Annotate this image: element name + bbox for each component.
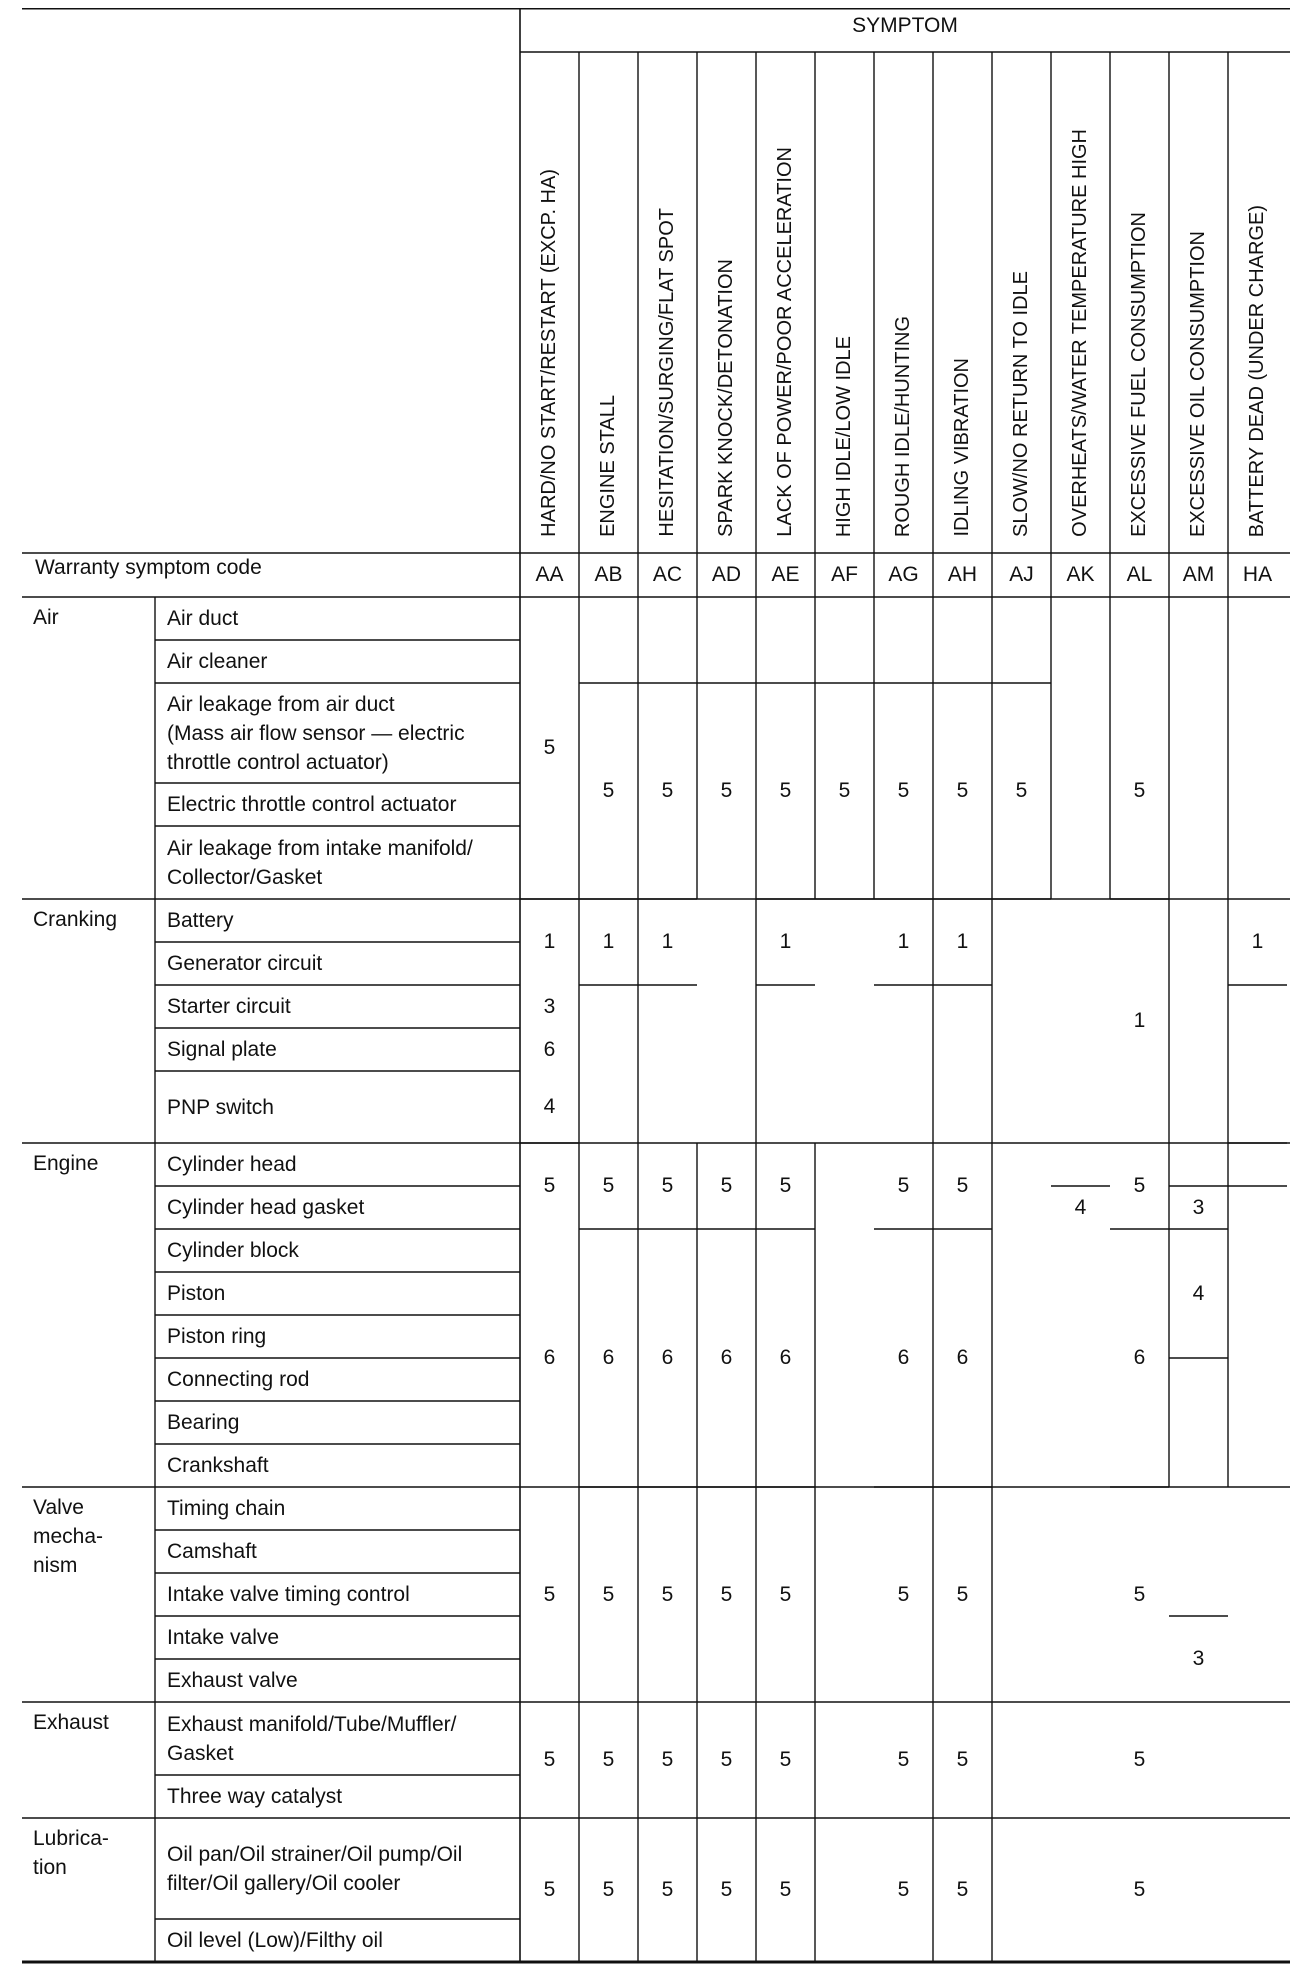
symptom-cell-value: 6 xyxy=(602,1346,615,1369)
symptom-cell-value: 5 xyxy=(720,1174,733,1197)
symptom-cell-value: 5 xyxy=(897,1174,910,1197)
symptom-cell-value: 5 xyxy=(602,1878,615,1901)
symptom-cell-value: 1 xyxy=(897,930,910,953)
symptom-code: AJ xyxy=(1009,563,1034,586)
symptom-cell-value: 6 xyxy=(1133,1346,1146,1369)
symptom-header-label: HIGH IDLE/LOW IDLE xyxy=(832,335,855,537)
item-label: Starter circuit xyxy=(167,995,291,1018)
item-label: Timing chain xyxy=(167,1497,286,1520)
symptom-header-label: SLOW/NO RETURN TO IDLE xyxy=(1009,271,1032,537)
symptom-cell-value: 5 xyxy=(956,1582,969,1606)
symptom-header-label: EXCESSIVE OIL CONSUMPTION xyxy=(1186,231,1209,537)
group-label: Valve mecha- nism xyxy=(33,1496,104,1577)
symptom-cell-value: 5 xyxy=(1015,779,1028,802)
symptom-header-label: LACK OF POWER/POOR ACCELERATION xyxy=(773,147,796,537)
symptom-cell-value: 6 xyxy=(543,1346,556,1369)
symptom-cell-value: 5 xyxy=(1133,1878,1146,1901)
symptom-cell-value: 1 xyxy=(1133,1009,1146,1032)
symptom-cell-value: 5 xyxy=(1133,1748,1146,1771)
symptom-cell-value: 5 xyxy=(661,1748,674,1771)
item-label: Camshaft xyxy=(167,1540,257,1563)
symptom-cell-value: 6 xyxy=(661,1346,674,1369)
symptom-header-label: HESITATION/SURGING/FLAT SPOT xyxy=(655,208,678,537)
symptom-code: HA xyxy=(1242,563,1273,586)
symptom-cell-value: 5 xyxy=(543,1878,556,1901)
item-label: Electric throttle control actuator xyxy=(167,793,457,816)
symptom-cell-value: 6 xyxy=(779,1346,792,1369)
symptom-cell-value: 5 xyxy=(779,779,792,802)
symptom-cell-value: 5 xyxy=(602,1582,615,1606)
symptom-cell-value: 5 xyxy=(1133,1174,1146,1197)
symptom-cell-value: 5 xyxy=(602,779,615,802)
item-label: Battery xyxy=(167,909,234,932)
group-label: Cranking xyxy=(33,908,118,931)
symptom-cell-value: 5 xyxy=(720,1878,733,1901)
item-label: Cylinder head gasket xyxy=(167,1196,365,1219)
group-label: Air xyxy=(33,606,59,629)
symptom-code: AM xyxy=(1182,563,1215,586)
item-label: Oil pan/Oil strainer/Oil pump/Oil filter/Oil gallery/Oil cooler xyxy=(167,1842,463,1895)
symptom-cell-value: 6 xyxy=(897,1346,910,1369)
symptom-cell-value: 5 xyxy=(543,1748,556,1771)
symptom-cell-value: 1 xyxy=(602,930,615,953)
symptom-cell-value: 6 xyxy=(956,1346,969,1369)
group-label: Engine xyxy=(33,1152,99,1175)
symptom-cell-value: 6 xyxy=(543,1037,556,1061)
symptom-header-label: ROUGH IDLE/HUNTING xyxy=(891,315,914,537)
warranty-code-label: Warranty symptom code xyxy=(35,556,262,579)
symptom-code: AC xyxy=(652,563,683,586)
symptom-cell-value: 5 xyxy=(956,1878,969,1901)
symptom-cell-value: 5 xyxy=(661,1582,674,1606)
item-label: Connecting rod xyxy=(167,1368,310,1391)
item-label: Cylinder head xyxy=(167,1153,297,1176)
symptom-cell-value: 5 xyxy=(661,779,674,802)
symptom-cell-value: 1 xyxy=(956,930,969,953)
symptom-cell-value: 5 xyxy=(1133,779,1146,802)
symptom-cell-value: 4 xyxy=(543,1095,556,1118)
symptom-code: AA xyxy=(535,563,564,586)
symptom-cell-value: 6 xyxy=(720,1346,733,1369)
symptom-cell-value: 1 xyxy=(661,930,674,953)
symptom-cell-value: 3 xyxy=(1192,1195,1205,1219)
item-label: Piston ring xyxy=(167,1325,267,1348)
symptom-cell-value: 5 xyxy=(720,1748,733,1771)
symptom-cell-value: 5 xyxy=(1133,1582,1146,1606)
symptom-cell-value: 5 xyxy=(897,1582,910,1606)
symptom-header-label: EXCESSIVE FUEL CONSUMPTION xyxy=(1127,212,1150,537)
symptom-cell-value: 4 xyxy=(1192,1281,1205,1305)
symptom-header-title: SYMPTOM xyxy=(852,14,958,37)
symptom-code: AD xyxy=(711,563,742,586)
symptom-cell-value: 5 xyxy=(838,779,851,802)
item-label: Cylinder block xyxy=(167,1239,299,1262)
item-label: Air leakage from air duct (Mass air flow sensor — electric throttle control actuator) xyxy=(167,692,465,774)
symptom-header-label: IDLING VIBRATION xyxy=(950,358,973,537)
symptom-cell-value: 5 xyxy=(720,1582,733,1606)
symptom-cell-value: 1 xyxy=(779,930,792,953)
symptom-cell-value: 1 xyxy=(543,930,556,953)
symptom-cell-value: 5 xyxy=(897,1748,910,1771)
symptom-header-label: BATTERY DEAD (UNDER CHARGE) xyxy=(1245,204,1268,537)
item-label: Air leakage from intake manifold/ Collector/Gasket xyxy=(167,836,473,889)
symptom-cell-value: 1 xyxy=(1251,930,1264,953)
item-label: Air cleaner xyxy=(167,650,268,673)
symptom-code: AH xyxy=(947,563,978,586)
symptom-header-label: SPARK KNOCK/DETONATION xyxy=(714,259,737,537)
symptom-code: AF xyxy=(831,563,858,586)
symptom-code: AK xyxy=(1066,563,1095,586)
symptom-cell-value: 5 xyxy=(956,779,969,802)
symptom-cell-value: 5 xyxy=(602,1174,615,1197)
item-label: Exhaust valve xyxy=(167,1669,298,1692)
item-label: Intake valve timing control xyxy=(167,1583,410,1606)
symptom-cell-value: 5 xyxy=(897,779,910,802)
symptom-cell-value: 5 xyxy=(661,1174,674,1197)
symptom-code: AE xyxy=(771,563,800,586)
symptom-cell-value: 5 xyxy=(543,736,556,759)
symptom-cell-value: 5 xyxy=(720,779,733,802)
symptom-header-label: ENGINE STALL xyxy=(596,395,619,537)
symptom-header-label: OVERHEATS/WATER TEMPERATURE HIGH xyxy=(1068,129,1091,537)
symptom-cell-value: 5 xyxy=(779,1582,792,1606)
symptom-code: AG xyxy=(888,563,919,586)
symptom-cell-value: 5 xyxy=(956,1748,969,1771)
item-label: Piston xyxy=(167,1282,226,1305)
group-label: Lubrica- tion xyxy=(33,1827,109,1879)
symptom-cell-value: 4 xyxy=(1074,1195,1087,1219)
symptom-cell-value: 5 xyxy=(661,1878,674,1901)
symptom-cell-value: 5 xyxy=(779,1748,792,1771)
item-label: Oil level (Low)/Filthy oil xyxy=(167,1929,383,1952)
item-label: PNP switch xyxy=(167,1095,274,1119)
item-label: Crankshaft xyxy=(167,1454,269,1477)
symptom-cell-value: 5 xyxy=(897,1878,910,1901)
symptom-cell-value: 5 xyxy=(543,1582,556,1606)
item-label: Intake valve xyxy=(167,1626,280,1649)
symptom-cell-value: 5 xyxy=(602,1748,615,1771)
symptom-cell-value: 3 xyxy=(1192,1647,1205,1670)
symptom-cell-value: 3 xyxy=(543,994,556,1018)
symptom-cell-value: 5 xyxy=(956,1174,969,1197)
symptom-cell-value: 5 xyxy=(543,1174,556,1197)
item-label: Exhaust manifold/Tube/Muffler/ Gasket xyxy=(167,1712,457,1765)
symptom-code: AB xyxy=(594,563,623,586)
symptom-header-label: HARD/NO START/RESTART (EXCP. HA) xyxy=(537,169,560,537)
item-label: Three way catalyst xyxy=(167,1785,343,1808)
symptom-code: AL xyxy=(1126,563,1153,586)
symptom-cell-value: 5 xyxy=(779,1174,792,1197)
item-label: Bearing xyxy=(167,1411,240,1434)
symptom-cell-value: 5 xyxy=(779,1878,792,1901)
item-label: Generator circuit xyxy=(167,952,323,975)
item-label: Air duct xyxy=(167,607,239,630)
group-label: Exhaust xyxy=(33,1711,109,1734)
symptom-matrix-table xyxy=(22,8,1290,1970)
item-label: Signal plate xyxy=(167,1038,277,1061)
